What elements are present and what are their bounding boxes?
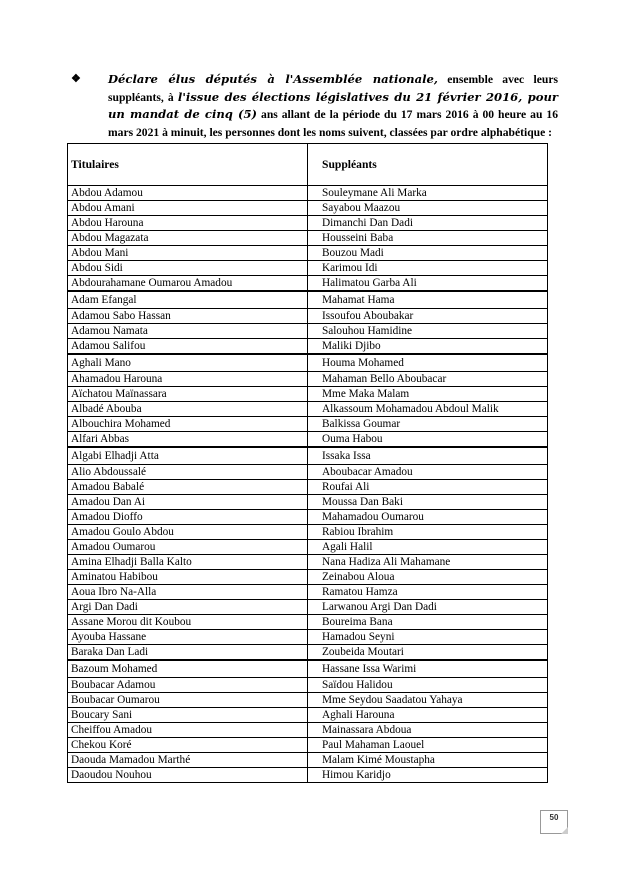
suppleant-cell: Himou Karidjo <box>308 768 548 783</box>
header-titulaires: Titulaires <box>68 144 308 186</box>
table-row <box>68 465 548 480</box>
suppleant-cell: Ouma Habou <box>308 432 548 448</box>
titulaire-cell: Aïchatou Maïnassara <box>68 387 308 402</box>
table-row <box>68 324 548 339</box>
table-row <box>68 447 548 465</box>
titulaire-cell: Abdou Harouna <box>68 216 308 231</box>
titulaire-cell: Albadé Abouba <box>68 402 308 417</box>
suppleant-cell: Dimanchi Dan Dadi <box>308 216 548 231</box>
table-row <box>68 186 548 201</box>
table-row <box>68 339 548 355</box>
table-row <box>68 216 548 231</box>
intro-fancy-1: Déclare élus députés à l'Assemblée nationale, <box>108 72 438 86</box>
titulaire-cell: Argi Dan Dadi <box>68 600 308 615</box>
suppleant-cell: Souleymane Ali Marka <box>308 186 548 201</box>
table-row <box>68 645 548 661</box>
intro-text-1: ensemble avec leurs suppléants, à <box>108 73 559 104</box>
suppleant-cell: Aghali Harouna <box>308 708 548 723</box>
suppleant-cell: Zoubeida Moutari <box>308 645 548 661</box>
table-row <box>68 372 548 387</box>
titulaire-cell: Amadou Dioffo <box>68 510 308 525</box>
table-row <box>68 630 548 645</box>
suppleant-cell: Ramatou Hamza <box>308 585 548 600</box>
titulaire-cell: Amadou Goulo Abdou <box>68 525 308 540</box>
titulaire-cell: Abdou Mani <box>68 246 308 261</box>
suppleant-cell: Halimatou Garba Ali <box>308 276 548 292</box>
suppleant-cell: Roufai Ali <box>308 480 548 495</box>
table-row <box>68 660 548 678</box>
table-row <box>68 723 548 738</box>
table-row <box>68 555 548 570</box>
intro-paragraph <box>71 71 559 141</box>
table-row <box>68 510 548 525</box>
table-row <box>68 585 548 600</box>
titulaire-cell: Abdourahamane Oumarou Amadou <box>68 276 308 292</box>
titulaire-cell: Ahamadou Harouna <box>68 372 308 387</box>
table-row <box>68 246 548 261</box>
table-row <box>68 540 548 555</box>
titulaire-cell: Cheiffou Amadou <box>68 723 308 738</box>
suppleant-cell: Paul Mahaman Laouel <box>308 738 548 753</box>
titulaire-cell: Aghali Mano <box>68 354 308 372</box>
suppleant-cell: Karimou Idi <box>308 261 548 276</box>
table-row <box>68 291 548 309</box>
suppleant-cell: Mahamat Hama <box>308 291 548 309</box>
titulaire-cell: Bazoum Mohamed <box>68 660 308 678</box>
table-row <box>68 678 548 693</box>
suppleant-cell: Bouzou Madi <box>308 246 548 261</box>
suppleant-cell: Moussa Dan Baki <box>308 495 548 510</box>
table-row <box>68 708 548 723</box>
intro-text-2: ans allant de la période du 17 mars 2016 à 00 heure au 16 mars 2021 à minuit, les personnes dont les noms suivent, classées par ordre alphabétique : <box>108 108 558 139</box>
titulaire-cell: Amadou Babalé <box>68 480 308 495</box>
titulaire-cell: Amadou Oumarou <box>68 540 308 555</box>
titulaire-cell: Assane Morou dit Koubou <box>68 615 308 630</box>
table-row <box>68 402 548 417</box>
intro-text <box>88 71 558 141</box>
titulaire-cell: Abdou Magazata <box>68 231 308 246</box>
titulaire-cell: Adam Efangal <box>68 291 308 309</box>
table-row <box>68 615 548 630</box>
suppleant-cell: Nana Hadiza Ali Mahamane <box>308 555 548 570</box>
intro-fancy-2: l'issue des élections législatives du 21 février 2016, pour un mandat de cinq (5) <box>108 89 558 121</box>
suppleant-cell: Mahamadou Oumarou <box>308 510 548 525</box>
titulaire-cell: Daouda Mamadou Marthé <box>68 753 308 768</box>
titulaire-cell: Baraka Dan Ladi <box>68 645 308 661</box>
titulaire-cell: Alio Abdoussalé <box>68 465 308 480</box>
suppleant-cell: Balkissa Goumar <box>308 417 548 432</box>
titulaire-cell: Aminatou Habibou <box>68 570 308 585</box>
suppleant-cell: Hassane Issa Warimi <box>308 660 548 678</box>
suppleant-cell: Salouhou Hamidine <box>308 324 548 339</box>
suppleant-cell: Boureima Bana <box>308 615 548 630</box>
titulaire-cell: Boubacar Adamou <box>68 678 308 693</box>
table-row <box>68 309 548 324</box>
titulaire-cell: Abdou Sidi <box>68 261 308 276</box>
table-row <box>68 480 548 495</box>
titulaire-cell: Chekou Koré <box>68 738 308 753</box>
table-row <box>68 201 548 216</box>
titulaire-cell: Boubacar Oumarou <box>68 693 308 708</box>
suppleant-cell: Mme Seydou Saadatou Yahaya <box>308 693 548 708</box>
table-row <box>68 753 548 768</box>
table-row <box>68 738 548 753</box>
suppleant-cell: Issaka Issa <box>308 447 548 465</box>
table-row <box>68 231 548 246</box>
table-row <box>68 525 548 540</box>
titulaire-cell: Boucary Sani <box>68 708 308 723</box>
titulaire-cell: Ayouba Hassane <box>68 630 308 645</box>
suppleant-cell: Alkassoum Mohamadou Abdoul Malik <box>308 402 548 417</box>
titulaire-cell: Albouchira Mohamed <box>68 417 308 432</box>
titulaire-cell: Aoua Ibro Na-Alla <box>68 585 308 600</box>
header-suppleants: Suppléants <box>308 144 548 186</box>
suppleant-cell: Larwanou Argi Dan Dadi <box>308 600 548 615</box>
suppleant-cell: Zeinabou Aloua <box>308 570 548 585</box>
table-header-row <box>68 144 548 186</box>
suppleant-cell: Housseini Baba <box>308 231 548 246</box>
suppleant-cell: Maliki Djibo <box>308 339 548 355</box>
titulaire-cell: Amina Elhadji Balla Kalto <box>68 555 308 570</box>
titulaire-cell: Adamou Sabo Hassan <box>68 309 308 324</box>
suppleant-cell: Agali Halil <box>308 540 548 555</box>
suppleant-cell: Malam Kimé Moustapha <box>308 753 548 768</box>
titulaire-cell: Adamou Namata <box>68 324 308 339</box>
table-row <box>68 354 548 372</box>
suppleant-cell: Issoufou Aboubakar <box>308 309 548 324</box>
titulaire-cell: Alfari Abbas <box>68 432 308 448</box>
table-row <box>68 432 548 448</box>
titulaire-cell: Daoudou Nouhou <box>68 768 308 783</box>
table-row <box>68 276 548 292</box>
titulaire-cell: Abdou Adamou <box>68 186 308 201</box>
table-row <box>68 387 548 402</box>
suppleant-cell: Sayabou Maazou <box>308 201 548 216</box>
table-row <box>68 768 548 783</box>
suppleant-cell: Saïdou Halidou <box>308 678 548 693</box>
suppleant-cell: Mahaman Bello Aboubacar <box>308 372 548 387</box>
titulaire-cell: Amadou Dan Ai <box>68 495 308 510</box>
table-row <box>68 417 548 432</box>
suppleant-cell: Mme Maka Malam <box>308 387 548 402</box>
suppleant-cell: Houma Mohamed <box>308 354 548 372</box>
table-body <box>68 186 548 783</box>
titulaire-cell: Abdou Amani <box>68 201 308 216</box>
suppleant-cell: Hamadou Seyni <box>308 630 548 645</box>
table-row <box>68 693 548 708</box>
deputies-table <box>67 143 548 783</box>
titulaire-cell: Adamou Salifou <box>68 339 308 355</box>
suppleant-cell: Rabiou Ibrahim <box>308 525 548 540</box>
suppleant-cell: Mainassara Abdoua <box>308 723 548 738</box>
titulaire-cell: Algabi Elhadji Atta <box>68 447 308 465</box>
table-row <box>68 261 548 276</box>
page-number: 50 <box>540 810 568 834</box>
suppleant-cell: Aboubacar Amadou <box>308 465 548 480</box>
table-row <box>68 570 548 585</box>
table-row <box>68 495 548 510</box>
table-row <box>68 600 548 615</box>
diamond-bullet-icon: ❖ <box>71 73 81 85</box>
